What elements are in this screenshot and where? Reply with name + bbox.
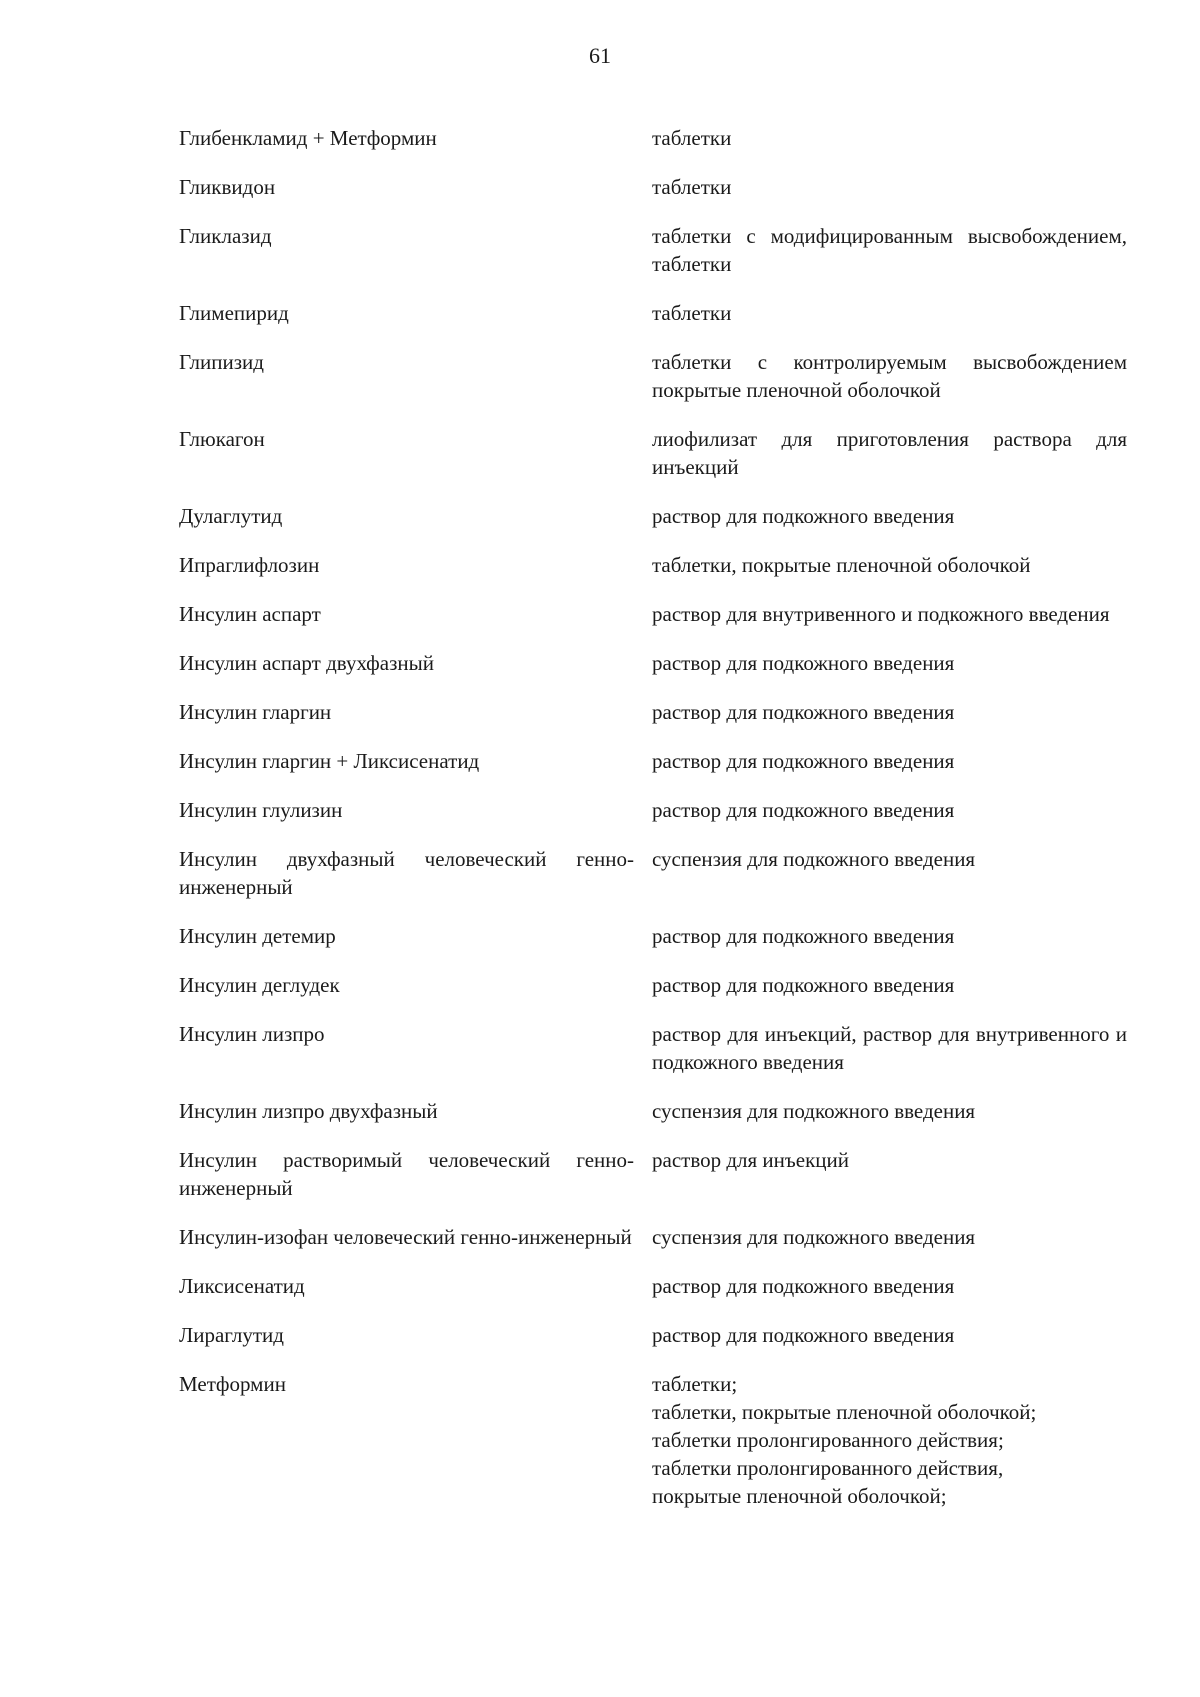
- drug-name: Глибенкламид + Метформин: [179, 126, 437, 150]
- drug-row: [179, 1146, 1129, 1202]
- drug-name: Инсулин лизпро: [179, 1022, 325, 1046]
- dosage-form: таблетки: [652, 175, 732, 199]
- drug-row: [179, 348, 1129, 404]
- drug-row: [179, 649, 1129, 677]
- drug-row: [179, 845, 1129, 901]
- drug-name: Инсулин растворимый человеческий генно-инженерный: [179, 1148, 634, 1200]
- drug-row: [179, 600, 1129, 628]
- drug-name: Инсулин лизпро двухфазный: [179, 1099, 438, 1123]
- drug-row: [179, 425, 1129, 481]
- drug-name: Инсулин двухфазный человеческий генно-инженерный: [179, 847, 634, 899]
- drug-name: Инсулин детемир: [179, 924, 336, 948]
- drug-name: Гликлазид: [179, 224, 272, 248]
- drug-name: Глимепирид: [179, 301, 289, 325]
- dosage-form: раствор для инъекций: [652, 1148, 849, 1172]
- page-number: 61: [589, 43, 611, 68]
- drug-name: Глюкагон: [179, 427, 265, 451]
- drug-row: [179, 796, 1129, 824]
- dosage-form-line: таблетки пролонгированного действия,: [652, 1456, 1004, 1480]
- dosage-form: раствор для подкожного введения: [652, 924, 955, 948]
- drug-row: [179, 124, 1129, 152]
- dosage-form-line: таблетки;: [652, 1372, 738, 1396]
- dosage-form: раствор для подкожного введения: [652, 798, 955, 822]
- drug-name: Ипраглифлозин: [179, 553, 320, 577]
- drug-row: [179, 1097, 1129, 1125]
- drug-row-metformin: [179, 1370, 1129, 1510]
- drug-name: Инсулин аспарт: [179, 602, 321, 626]
- drug-name: Инсулин гларгин + Ликсисенатид: [179, 749, 480, 773]
- dosage-form: раствор для подкожного введения: [652, 651, 955, 675]
- dosage-form-line: покрытые пленочной оболочкой;: [652, 1484, 947, 1508]
- drug-name: Глипизид: [179, 350, 264, 374]
- dosage-form: раствор для подкожного введения: [652, 504, 955, 528]
- drug-name: Инсулин глулизин: [179, 798, 343, 822]
- drug-row: [179, 1321, 1129, 1349]
- drug-row: [179, 922, 1129, 950]
- dosage-form: раствор для внутривенного и подкожного введения: [652, 602, 1110, 626]
- dosage-form: раствор для подкожного введения: [652, 700, 955, 724]
- dosage-form: суспензия для подкожного введения: [652, 847, 976, 871]
- drug-row: [179, 1223, 1129, 1251]
- drug-name: Ликсисенатид: [179, 1274, 305, 1298]
- dosage-form-line: таблетки, покрытые пленочной оболочкой;: [652, 1400, 1037, 1424]
- drug-name: Инсулин аспарт двухфазный: [179, 651, 434, 675]
- dosage-form: раствор для подкожного введения: [652, 1323, 955, 1347]
- dosage-form-list: [652, 1370, 1127, 1510]
- dosage-form: таблетки: [652, 126, 732, 150]
- drug-name: Гликвидон: [179, 175, 276, 199]
- dosage-form: раствор для подкожного введения: [652, 1274, 955, 1298]
- dosage-form: раствор для подкожного введения: [652, 973, 955, 997]
- dosage-form: таблетки с контролируемым высвобождением покрытые пленочной оболочкой: [652, 350, 1127, 402]
- drug-row: [179, 502, 1129, 530]
- drug-row: [179, 1020, 1129, 1076]
- drug-row: [179, 1272, 1129, 1300]
- drug-name: Метформин: [179, 1372, 286, 1396]
- drug-list: [179, 124, 1129, 1531]
- dosage-form: суспензия для подкожного введения: [652, 1099, 976, 1123]
- drug-row: [179, 747, 1129, 775]
- drug-name: Дулаглутид: [179, 504, 283, 528]
- drug-row: [179, 698, 1129, 726]
- dosage-form: лиофилизат для приготовления раствора для инъекций: [652, 427, 1127, 479]
- drug-name: Лираглутид: [179, 1323, 284, 1347]
- drug-row: [179, 299, 1129, 327]
- dosage-form: таблетки, покрытые пленочной оболочкой: [652, 553, 1031, 577]
- dosage-form: раствор для подкожного введения: [652, 749, 955, 773]
- drug-name: Инсулин деглудек: [179, 973, 340, 997]
- drug-name: Инсулин гларгин: [179, 700, 332, 724]
- dosage-form: раствор для инъекций, раствор для внутривенного и подкожного введения: [652, 1022, 1127, 1074]
- dosage-form: таблетки: [652, 301, 732, 325]
- drug-row: [179, 173, 1129, 201]
- dosage-form: таблетки с модифицированным высвобождением, таблетки: [652, 224, 1127, 276]
- dosage-form: суспензия для подкожного введения: [652, 1225, 976, 1249]
- drug-row: [179, 971, 1129, 999]
- drug-name: Инсулин-изофан человеческий генно-инженерный: [179, 1225, 632, 1249]
- drug-row: [179, 551, 1129, 579]
- dosage-form-line: таблетки пролонгированного действия;: [652, 1428, 1004, 1452]
- drug-row: [179, 222, 1129, 278]
